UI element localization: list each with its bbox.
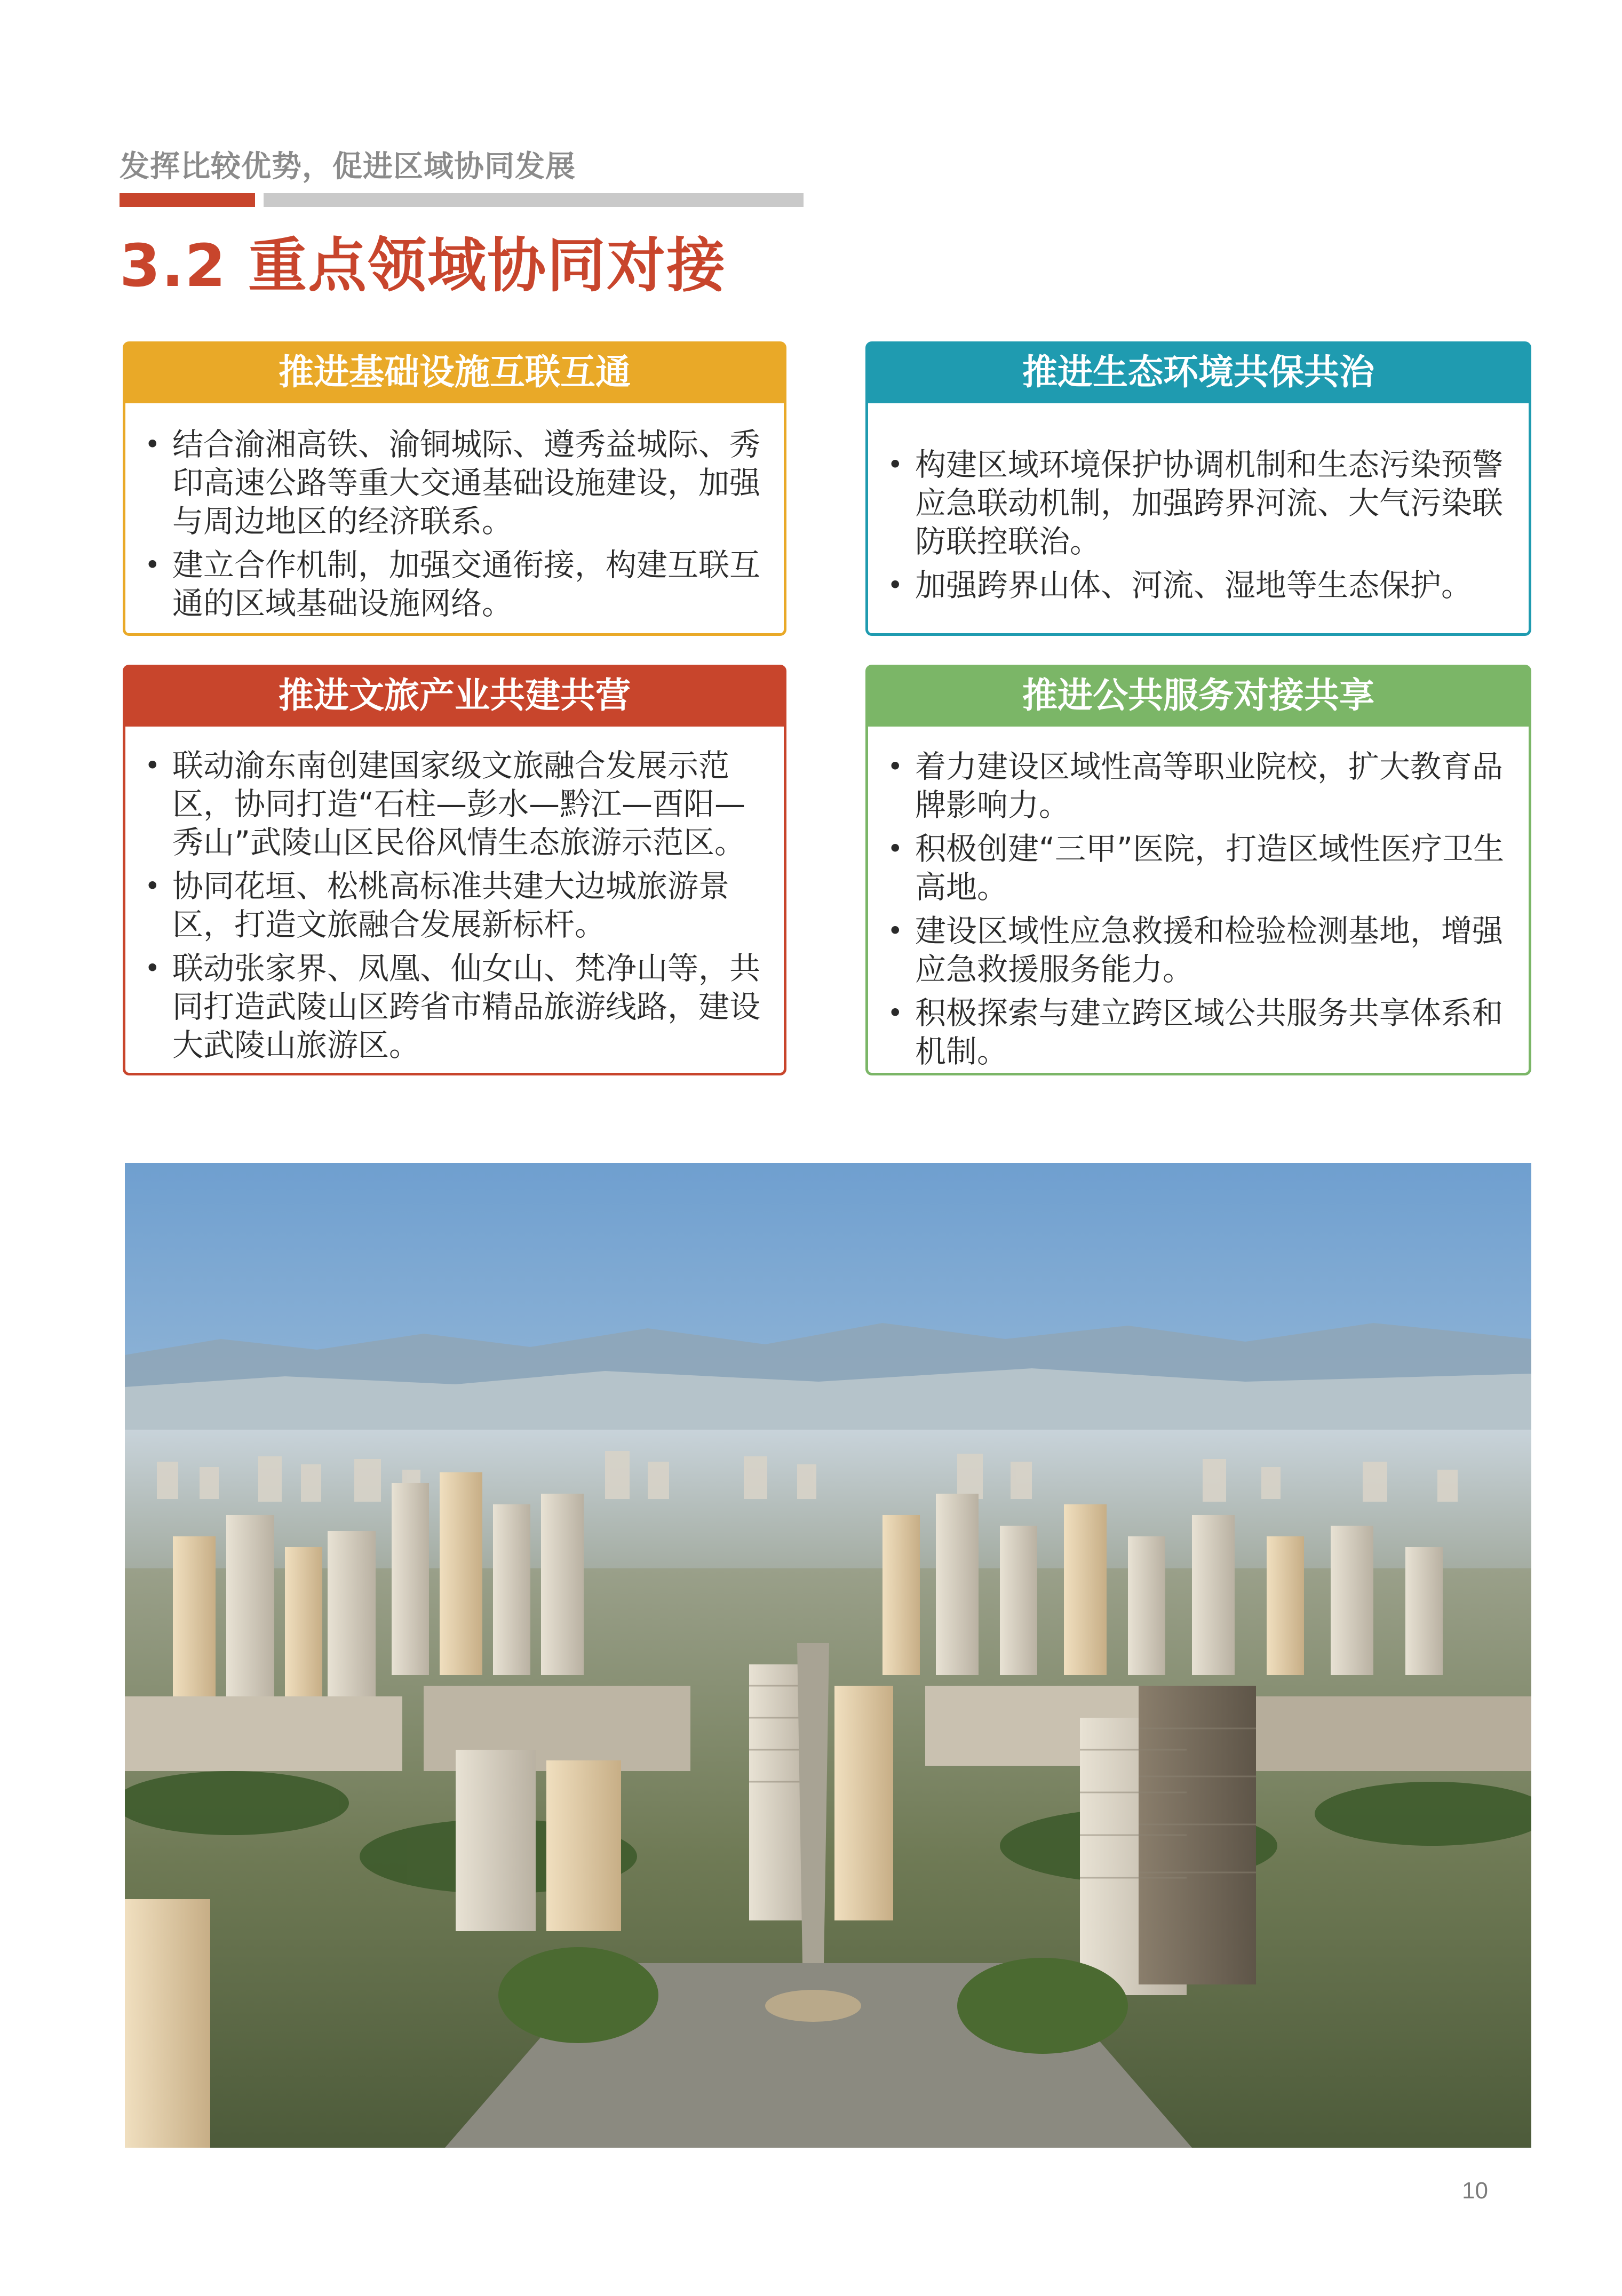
bullet-icon: • [887, 570, 903, 601]
list-item-text: 着力建设区域性高等职业院校，扩大教育品牌影响力。 [915, 748, 1504, 823]
card-header: 推进公共服务对接共享 [865, 665, 1531, 727]
card-header: 推进文旅产业共建共营 [123, 665, 786, 727]
card-list [135, 425, 762, 628]
list-item-text: 结合渝湘高铁、渝铜城际、遵秀益城际、秀印高速公路等重大交通基础设施建设，加强与周边地区的经济联系。 [172, 426, 761, 539]
list-item [878, 912, 1507, 988]
list-item-text: 联动渝东南创建国家级文旅融合发展示范区，协同打造“石柱—彭水—黔江—酉阳—秀山”武陵山区民俗风情生态旅游示范区。 [172, 747, 746, 860]
list-item [878, 445, 1507, 561]
list-item [878, 994, 1507, 1071]
bullet-icon: • [145, 750, 161, 781]
list-item-text: 建立合作机制，加强交通衔接，构建互联互通的区域基础设施网络。 [172, 547, 761, 621]
city-skyline-illustration [125, 1163, 1531, 2148]
kicker-bar-accent [120, 193, 255, 207]
list-item-text: 积极探索与建立跨区域公共服务共享体系和机制。 [915, 995, 1504, 1070]
list-item-text: 积极创建“三甲”医院，打造区域性医疗卫生高地。 [915, 831, 1505, 905]
list-item [135, 867, 762, 944]
card-header: 推进基础设施互联互通 [123, 341, 786, 403]
bullet-icon: • [887, 833, 903, 864]
page-number: 10 [1462, 2178, 1488, 2204]
kicker-bar-rule [264, 193, 804, 207]
list-item-text: 建设区域性应急救援和检验检测基地，增强应急救援服务能力。 [915, 913, 1504, 987]
card-culture-tourism [123, 665, 786, 1075]
bullet-icon: • [145, 871, 161, 902]
bullet-icon: • [887, 751, 903, 782]
list-item [878, 830, 1507, 906]
bullet-icon: • [887, 915, 903, 946]
list-item-text: 加强跨界山体、河流、湿地等生态保护。 [915, 567, 1473, 603]
list-item [135, 425, 762, 540]
kicker: 发挥比较优势，促进区域协同发展 [120, 149, 576, 184]
section-title: 3.2 重点领域协同对接 [120, 232, 727, 300]
card-header: 推进生态环境共保共治 [865, 341, 1531, 403]
list-item-text: 联动张家界、凤凰、仙女山、梵净山等，共同打造武陵山区跨省市精品旅游线路，建设大武陵山旅游区。 [172, 950, 761, 1063]
list-item [135, 746, 762, 862]
bullet-icon: • [887, 449, 903, 480]
list-item [878, 566, 1507, 604]
bullet-icon: • [145, 429, 161, 460]
list-item [135, 949, 762, 1064]
bullet-icon: • [145, 549, 161, 580]
city-aerial-photo [125, 1163, 1531, 2148]
list-item-text: 协同花垣、松桃高标准共建大边城旅游景区，打造文旅融合发展新标杆。 [172, 868, 730, 943]
card-list [878, 747, 1507, 1076]
bullet-icon: • [145, 953, 161, 984]
list-item [135, 546, 762, 623]
card-list [135, 746, 762, 1070]
card-ecology [865, 341, 1531, 636]
card-infrastructure [123, 341, 786, 636]
card-list [878, 445, 1507, 610]
bullet-icon: • [887, 998, 903, 1029]
list-item [878, 747, 1507, 824]
list-item-text: 构建区域环境保护协调机制和生态污染预警应急联动机制，加强跨界河流、大气污染联防联控联治。 [915, 447, 1504, 560]
card-public-services [865, 665, 1531, 1075]
